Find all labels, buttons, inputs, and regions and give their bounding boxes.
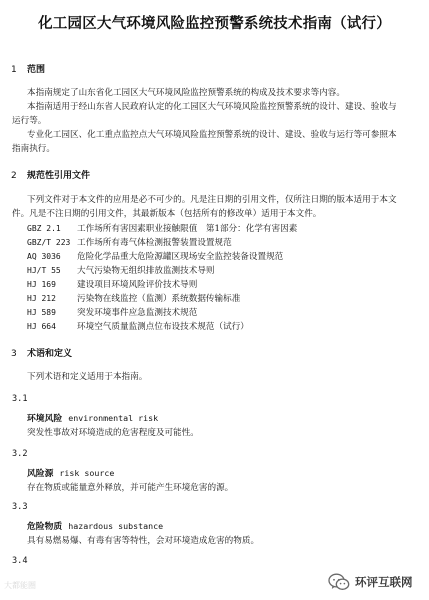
reference-title: 危险化学品重大危险源罐区现场安全监控装备设置规范 [77,252,284,262]
reference-code: HJ 664 [27,322,56,331]
refs-line: 件。凡是不注日期的引用文件，其最新版本（包括所有的修改单）适用于本文件。 [12,209,322,219]
term-number: 3.1 [12,394,28,404]
reference-item [27,250,283,262]
section-number: 1 [11,65,17,75]
reference-title: 环境空气质量监测点位布设技术规范（试行） [77,322,249,332]
term-number: 3.2 [12,449,28,459]
reference-code: GBZ 2.1 [27,224,61,233]
term-en: risk source [59,468,115,478]
reference-item [27,320,249,332]
section-title: 规范性引用文件 [27,171,91,181]
section-title: 范围 [27,65,46,75]
reference-item [27,264,215,276]
scope-line: 专业化工园区、化工重点监控点大气环境风险监控预警系统的设计、建设、验收与运行等可参照本 [27,130,397,140]
term-en: hazardous substance [68,521,164,531]
watermark-right [328,573,413,591]
reference-title: 大气污染物无组织排放监测技术导则 [77,266,215,276]
scope-line: 本指南规定了山东省化工园区大气环境风险监控预警系统的构成及技术要求等内容。 [27,88,345,98]
scope-line: 指南执行。 [12,144,55,154]
reference-code: GBZ/T 223 [27,238,71,247]
reference-code: HJ/T 55 [27,266,61,275]
term-heading [27,466,114,479]
reference-item [27,236,232,248]
section-heading-scope [11,62,45,75]
term-definition: 突发性事故对环境造成的危害程度及可能性。 [27,428,199,438]
term-zh: 风险源 [27,469,54,479]
reference-title: 工作场所有毒气体检测报警装置设置规范 [77,238,232,248]
reference-item [27,222,297,234]
term-en: environmental risk [68,413,159,423]
section-number: 2 [11,171,17,181]
reference-item [27,306,197,318]
section-heading-refs [11,168,90,181]
reference-code: HJ 169 [27,280,56,289]
term-number: 3.4 [12,556,28,566]
section-heading-terms [11,346,72,359]
section-title: 术语和定义 [27,349,73,359]
term-heading [27,411,158,424]
term-number: 3.3 [12,502,28,512]
document-title: 化工园区大气环境风险监控预警系统技术指南（试行） [38,16,391,32]
reference-title: 建设项目环境风险评价技术导则 [77,280,198,290]
reference-title: 突发环境事件应急监测技术规范 [77,308,198,318]
term-definition: 存在物质或能量意外释放，并可能产生环境危害的源。 [27,483,234,493]
refs-line: 下列文件对于本文件的应用是必不可少的。凡是注日期的引用文件，仅所注日期的版本适用于本文 [27,195,397,205]
scope-line: 本指南适用于经山东省人民政府认定的化工园区大气环境风险监控预警系统的设计、建设、验收与 [27,102,397,112]
reference-item [27,278,197,290]
reference-title: 污染物在线监控（监测）系统数据传输标准 [77,294,241,304]
reference-title: 工作场所有害因素职业接触限值 第1部分：化学有害因素 [77,224,298,234]
scope-line: 运行等。 [12,116,47,126]
term-zh: 环境风险 [27,414,63,424]
reference-code: AQ 3036 [27,252,61,261]
section-number: 3 [11,349,17,359]
terms-intro: 下列术语和定义适用于本指南。 [27,372,148,382]
term-heading [27,519,163,532]
term-zh: 危险物质 [27,522,63,532]
watermark-text: 环评互联网 [355,575,413,589]
reference-item [27,292,240,304]
watermark-left: 大都能圈 [4,581,36,590]
reference-code: HJ 589 [27,308,56,317]
reference-code: HJ 212 [27,294,56,303]
term-definition: 具有易燃易爆、有毒有害等特性，会对环境造成危害的物质。 [27,536,260,546]
wechat-icon [328,573,350,591]
